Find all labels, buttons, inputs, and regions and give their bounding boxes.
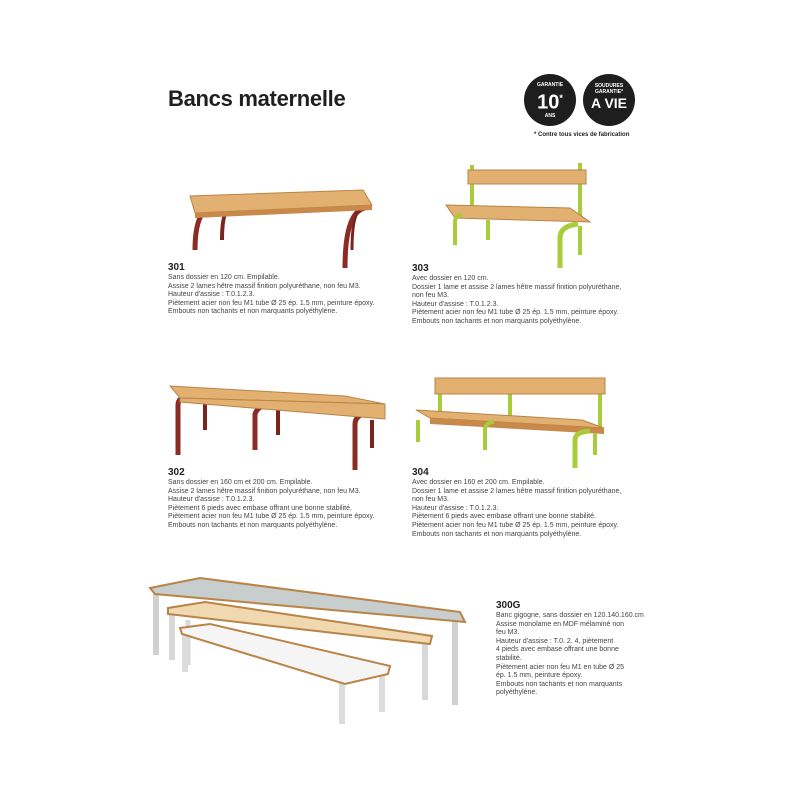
product-desc-line: Piètement 6 pieds avec embase offrant une bonne stabilité. [168,504,352,512]
bench-301-image [190,190,372,268]
badge-guarantee-top: GARANTIE [536,82,564,88]
product-desc-line: non feu M3. [412,496,449,504]
product-desc-line: Piètement 6 pieds avec embase offrant une bonne stabilité. [412,513,596,521]
product-300g [496,600,646,698]
product-desc-line: Embouts non tachants et non marquants polyéthylène. [412,530,582,538]
guarantee-footnote: * Contre tous vices de fabrication [534,132,630,138]
product-desc-line: Assise monolame en MDF mélaminé non [496,620,624,628]
product-desc-line: Avec dossier en 120 cm. [412,275,489,282]
product-desc-line: non feu M3. [412,292,449,300]
badge-guarantee-bottom: ANS [544,112,556,119]
product-301 [168,262,408,317]
product-desc-line: Dossier 1 lame et assise 2 lames hêtre massif finition polyuréthane, [412,283,622,291]
product-desc-line: Assise 2 lames hêtre massif finition polyuréthane, non feu M3. [168,282,361,290]
product-desc-line: Hauteur d'assise : T.0.1.2.3. [168,291,255,299]
product-desc-line: Piètement acier non feu M1 tube Ø 25 ép. 1.5 mm, peinture époxy. [412,521,619,529]
product-desc-line: Hauteur d'assise : T.0. 2. 4, piètement [496,637,614,645]
product-desc-line: Piètement acier non feu M1 tube Ø 25 ép. 1.5 mm, peinture époxy. [168,299,375,307]
product-desc-line: polyéthylène. [496,689,538,697]
product-desc-line: Hauteur d'assise : T.0.1.2.3. [412,504,499,512]
bench-300g-image [150,578,465,724]
product-desc-line: Assise 2 lames hêtre massif finition polyuréthane, non feu M3. [168,487,361,495]
product-desc-line: Sans dossier en 160 cm et 200 cm. Empilable. [168,479,313,486]
product-code: 301 [168,262,185,273]
badge-welds-top: SOUDURES GARANTIE* [594,83,624,95]
page-title: Bancs maternelle [168,86,346,111]
product-desc-line: 4 pieds avec embase offrant une bonne [496,646,619,654]
product-code: 300G [496,600,521,611]
bench-304-image [416,378,605,468]
product-code: 302 [168,467,185,478]
product-desc-line: Piètement acier non feu M1 tube Ø 25 ép. 1.5 mm, peinture époxy. [412,309,619,317]
product-desc-line: Piètement acier non feu M1 tube Ø 25 ép. 1.5 mm, peinture époxy. [168,513,375,521]
product-desc-line: feu M3. [496,629,520,637]
product-desc-line: Sans dossier en 120 cm. Empilable. [168,274,280,281]
bench-302-image [170,386,385,470]
product-desc-line: Dossier 1 lame et assise 2 lames hêtre massif finition polyuréthane, [412,487,622,495]
product-desc-line: Hauteur d'assise : T.0.1.2.3. [412,300,499,308]
product-304 [412,467,652,539]
product-desc-line: ép. 1.5 mm, peinture époxy. [496,672,583,680]
product-desc-line: stabilité. [496,654,522,662]
product-desc-line: Embouts non tachants et non marquants polyéthylène. [168,521,338,529]
product-code: 304 [412,467,429,478]
product-desc-line: Embouts non tachants et non marquants polyéthylène. [412,317,582,325]
product-302 [168,467,408,531]
product-303 [412,263,652,327]
product-desc-line: Hauteur d'assise : T.0.1.2.3. [168,496,255,504]
bench-303-image [446,163,590,268]
product-desc-line: Banc gigogne, sans dossier en 120.140.160.cm [496,612,644,619]
product-desc-line: Avec dossier en 160 et 200 cm. Empilable. [412,479,545,486]
product-code: 303 [412,263,429,274]
product-desc-line: Piètement acier non feu M1 en tube Ø 25 [496,663,625,671]
product-desc-line: Embouts non tachants et non marquants polyéthylène. [168,308,338,316]
product-desc-line: Embouts non tachants et non marquants [496,680,623,688]
badge-guarantee-value: 10* [537,91,563,114]
badge-welds-value: A VIE [590,95,628,111]
